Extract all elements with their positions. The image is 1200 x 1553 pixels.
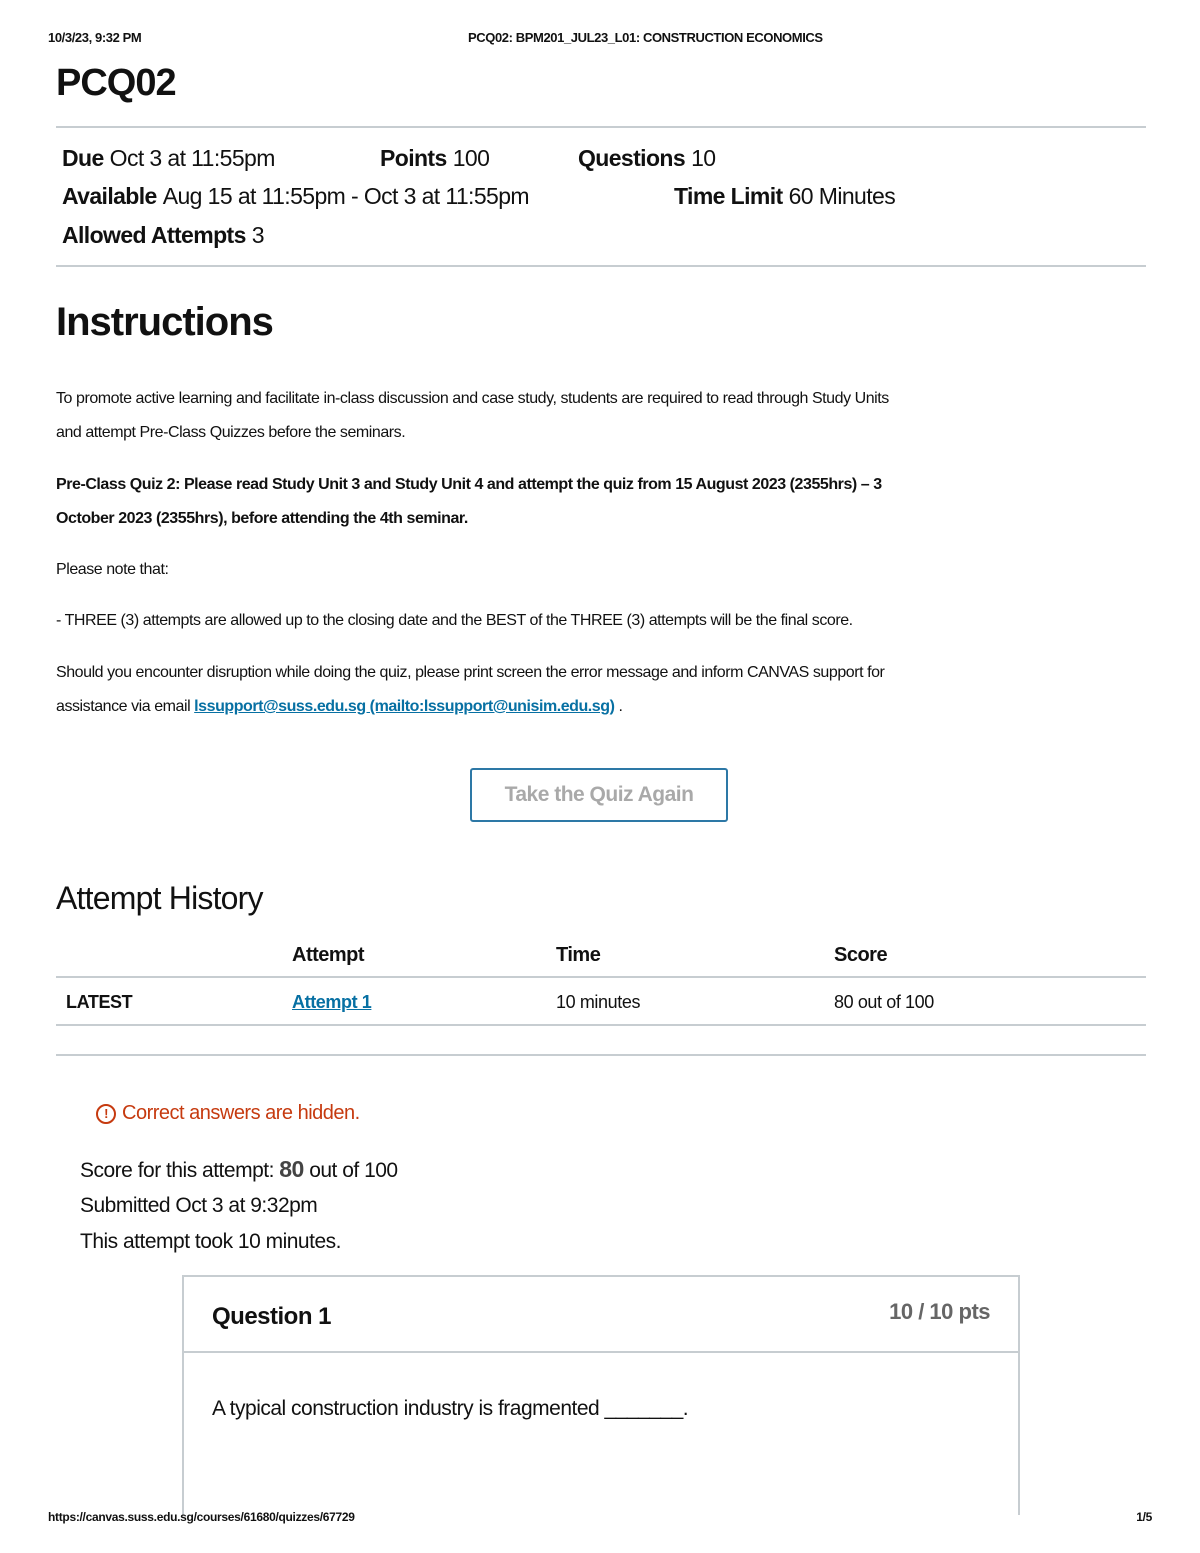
attempts-label: Allowed Attempts [62, 222, 246, 248]
print-page-title: PCQ02: BPM201_JUL23_L01: CONSTRUCTION ECONOMICS [468, 30, 823, 45]
time-limit-label: Time Limit [674, 183, 783, 209]
submitted-time: Submitted Oct 3 at 9:32pm [80, 1194, 318, 1217]
available-value: Aug 15 at 11:55pm - Oct 3 at 11:55pm [162, 183, 529, 209]
points [380, 145, 489, 172]
divider [56, 126, 1146, 128]
questions-value: 10 [691, 145, 716, 171]
instructions-p1-line2: and attempt Pre-Class Quizzes before the seminars. [56, 424, 406, 441]
points-value: 100 [452, 145, 490, 171]
print-url: https://canvas.suss.edu.sg/courses/61680/quizzes/67729 [48, 1510, 355, 1524]
page-title: PCQ02 [56, 62, 176, 104]
availability [62, 183, 529, 210]
attempt-1-link[interactable]: Attempt 1 [292, 992, 372, 1012]
instructions-p1-line1: To promote active learning and facilitate in-class discussion and case study, students are required to read through Study Units [56, 390, 889, 407]
print-footer [48, 1510, 1152, 1530]
instructions-p5-line1: Should you encounter disruption while doing the quiz, please print screen the error message and inform CANVAS support for [56, 664, 885, 681]
print-date: 10/3/23, 9:32 PM [48, 30, 142, 45]
score-suffix: out of 100 [303, 1159, 398, 1182]
question-header [184, 1277, 1018, 1353]
instructions-paragraph-2 [56, 468, 1136, 536]
divider [56, 1054, 1146, 1056]
warning-icon: ! [96, 1104, 116, 1124]
due-date [62, 145, 275, 172]
attempt-history-heading: Attempt History [56, 880, 263, 916]
questions [578, 145, 715, 172]
divider [56, 265, 1146, 267]
page-number: 1/5 [1136, 1510, 1152, 1524]
time-limit [674, 183, 895, 210]
available-label: Available [62, 183, 157, 209]
instructions-heading: Instructions [56, 300, 273, 344]
question-text: A typical construction industry is fragmented _______. [212, 1397, 689, 1420]
instructions-p2-line2: October 2023 (2355hrs), before attending the 4th seminar. [56, 510, 468, 527]
allowed-attempts [62, 222, 264, 249]
support-email-link[interactable]: lssupport@suss.edu.sg (mailto:lssupport@unisim.edu.sg) [194, 698, 615, 715]
attempt-time: 10 minutes [556, 992, 641, 1012]
due-value: Oct 3 at 11:55pm [109, 145, 275, 171]
instructions-attempts-note: - THREE (3) attempts are allowed up to the closing date and the BEST of the THREE (3) attempts will be the final score. [56, 612, 853, 629]
question-points: 10 / 10 pts [889, 1299, 990, 1324]
points-label: Points [380, 145, 447, 171]
print-header [48, 30, 1152, 50]
take-quiz-again-button[interactable]: Take the Quiz Again [470, 768, 728, 822]
score-line [80, 1156, 398, 1183]
row-label-latest: LATEST [66, 992, 133, 1012]
time-limit-value: 60 Minutes [788, 183, 896, 209]
column-header-score: Score [834, 944, 888, 966]
attempts-value: 3 [251, 222, 264, 248]
instructions-p5-prefix: assistance via email [56, 698, 195, 715]
attempt-duration: This attempt took 10 minutes. [80, 1230, 341, 1253]
questions-label: Questions [578, 145, 686, 171]
table-header-divider [56, 976, 1146, 978]
question-card [182, 1275, 1020, 1515]
table-row-divider [56, 1024, 1146, 1026]
attempt-score: 80 out of 100 [834, 992, 934, 1012]
score-value: 80 [279, 1156, 304, 1182]
score-prefix: Score for this attempt: [80, 1159, 280, 1182]
column-header-time: Time [556, 944, 601, 966]
question-title: Question 1 [212, 1303, 332, 1330]
instructions-paragraph-1 [56, 382, 1136, 450]
warning-text: Correct answers are hidden. [122, 1102, 360, 1124]
column-header-attempt: Attempt [292, 944, 365, 966]
hidden-answers-warning [96, 1102, 360, 1125]
instructions-note: Please note that: [56, 561, 169, 578]
instructions-p2-line1: Pre-Class Quiz 2: Please read Study Unit 3 and Study Unit 4 and attempt the quiz from 15 August 2023 (2355hrs) – 3 [56, 476, 882, 493]
instructions-p5-suffix: . [614, 698, 623, 715]
instructions-paragraph-5 [56, 656, 1136, 724]
due-label: Due [62, 145, 104, 171]
